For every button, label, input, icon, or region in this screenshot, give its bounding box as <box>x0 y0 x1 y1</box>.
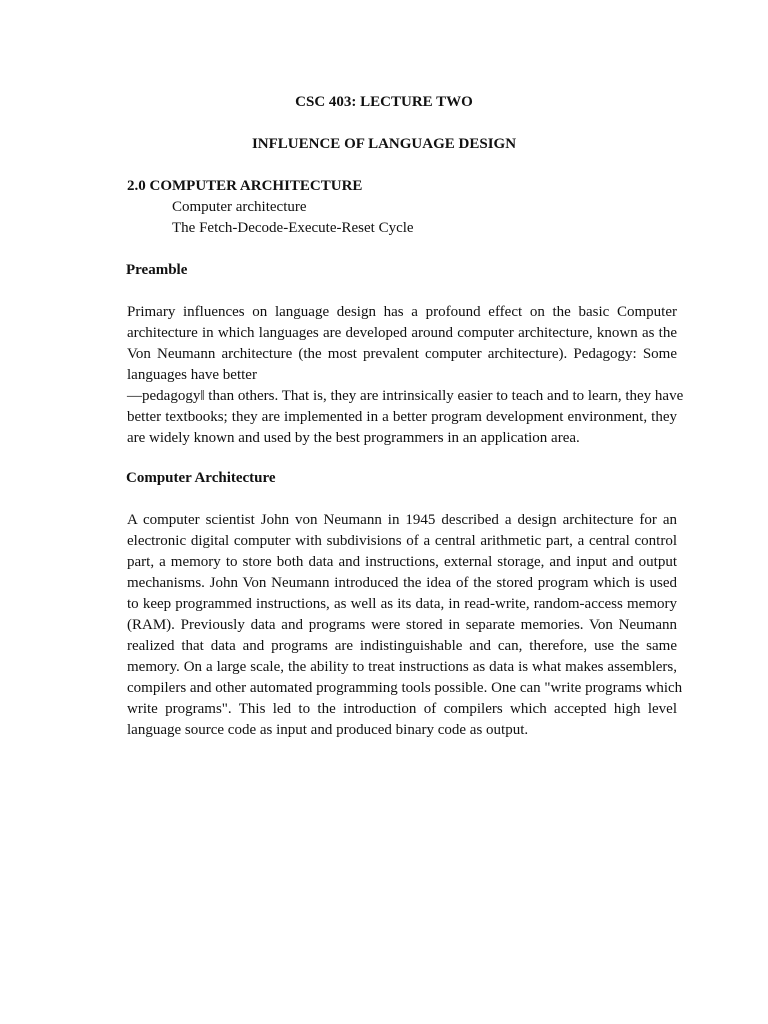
paragraph-line: language source code as input and produced binary code as output. <box>127 722 529 738</box>
paragraph-line: architecture in which languages are developed around computer architecture, known as the <box>127 325 677 341</box>
lecture-title: INFLUENCE OF LANGUAGE DESIGN <box>251 136 517 152</box>
paragraph-line: to keep programmed instructions, as well as its data, in read-write, random-access memory <box>127 596 677 612</box>
paragraph-line: better textbooks; they are implemented in a better program development environment, they <box>127 409 677 425</box>
paragraph-line: realized that data and programs are indistinguishable and can, therefore, use the same <box>127 638 677 654</box>
paragraph-line: compilers and other automated programming tools possible. One can "write programs which <box>127 680 683 696</box>
section-item-computer-architecture: Computer architecture <box>172 199 307 215</box>
paragraph-line: are widely known and used by the best programmers in an application area. <box>127 430 580 446</box>
paragraph-line: A computer scientist John von Neumann in 1945 described a design architecture for an <box>127 512 677 528</box>
paragraph-line: mechanisms. John Von Neumann introduced the idea of the stored program which is used <box>127 575 677 591</box>
paragraph-line: memory. On a large scale, the ability to treat instructions as data is what makes assemblers, <box>127 659 677 675</box>
paragraph-line: languages have better <box>127 367 257 383</box>
paragraph-line: (RAM). Previously data and programs were stored in separate memories. Von Neumann <box>127 617 677 633</box>
paragraph-line: write programs". This led to the introduction of compilers which accepted high level <box>127 701 677 717</box>
paragraph-line: Von Neumann architecture (the most prevalent computer architecture). Pedagogy: Some <box>127 346 677 362</box>
course-title: CSC 403: LECTURE TWO <box>295 94 473 110</box>
preamble-heading: Preamble <box>126 262 188 278</box>
paragraph-line: Primary influences on language design has a profound effect on the basic Computer <box>127 304 677 320</box>
paragraph-line: part, a memory to store both data and instructions, external storage, and input and output <box>127 554 677 570</box>
architecture-heading: Computer Architecture <box>126 470 276 486</box>
paragraph-line: —pedagogy‖ than others. That is, they are intrinsically easier to teach and to learn, they have <box>127 388 684 404</box>
section-item-fetch-decode-cycle: The Fetch-Decode-Execute-Reset Cycle <box>172 220 414 236</box>
paragraph-line: electronic digital computer with subdivisions of a central arithmetic part, a central control <box>127 533 677 549</box>
section-heading: 2.0 COMPUTER ARCHITECTURE <box>127 178 363 194</box>
